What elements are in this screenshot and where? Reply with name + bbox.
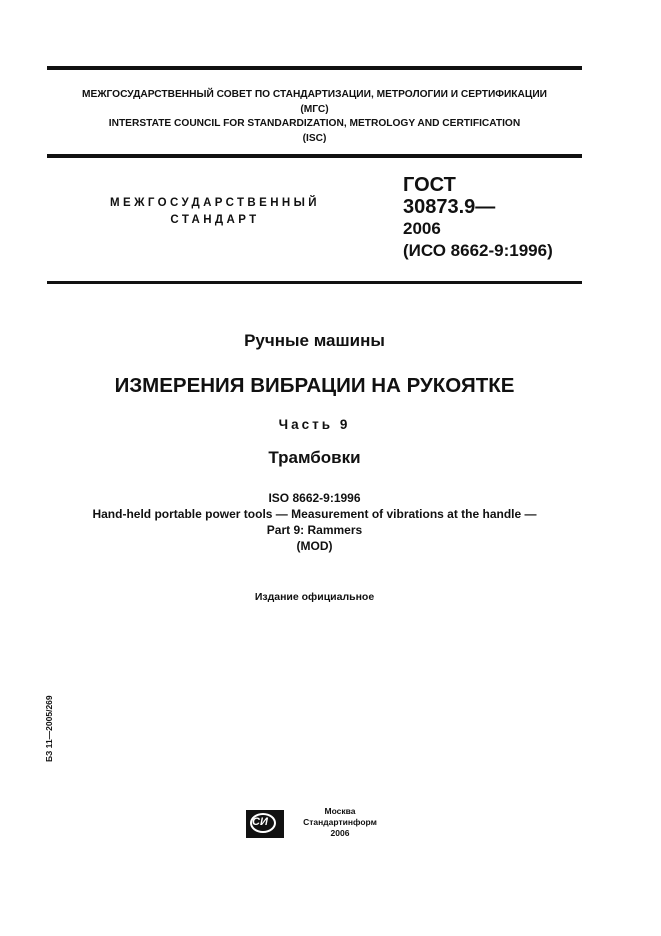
standard-type-line2: СТАНДАРТ [170, 214, 260, 226]
title-group: Ручные машины [244, 331, 385, 350]
iso-mod: (MOD) [296, 539, 333, 553]
designation-block [403, 174, 553, 262]
title-main: ИЗМЕРЕНИЯ ВИБРАЦИИ НА РУКОЯТКЕ [114, 374, 515, 397]
side-note: БЗ 11—2005/269 [44, 695, 54, 762]
standard-type-line1: МЕЖГОСУДАРСТВЕННЫЙ [110, 197, 320, 209]
iso-reference [47, 490, 582, 554]
publisher-info [293, 806, 387, 839]
designation-rule [47, 281, 582, 284]
header-rule [47, 154, 582, 158]
edition-note: Издание официальное [254, 591, 375, 603]
council-ru-name: МЕЖГОСУДАРСТВЕННЫЙ СОВЕТ ПО СТАНДАРТИЗАЦИИ, МЕТРОЛОГИИ И СЕРТИФИКАЦИИ [82, 89, 547, 100]
council-en-abbr: (ISC) [302, 132, 327, 144]
designation-number: 30873.9— [403, 196, 496, 218]
designation-prefix: ГОСТ [403, 174, 456, 196]
council-ru-abbr: (МГС) [300, 103, 329, 115]
iso-code: ISO 8662-9:1996 [268, 491, 361, 505]
iso-title-line1: Hand-held portable power tools — Measurement of vibrations at the handle — [92, 507, 537, 521]
publisher-logo-icon [246, 810, 284, 838]
council-header [47, 88, 582, 146]
publisher-name: Стандартинформ [303, 817, 377, 827]
designation-iso: (ИСО 8662-9:1996) [403, 241, 553, 260]
council-en-name: INTERSTATE COUNCIL FOR STANDARDIZATION, METROLOGY AND CERTIFICATION [108, 118, 521, 130]
publisher-year: 2006 [330, 828, 350, 838]
iso-title-line2: Part 9: Rammers [266, 523, 363, 537]
publisher-city: Москва [324, 806, 356, 816]
title-subject: Трамбовки [268, 448, 361, 467]
publisher-logo-text: СИ [252, 816, 268, 828]
designation-year: 2006 [403, 219, 441, 238]
top-rule [47, 66, 582, 70]
title-part: Часть 9 [278, 417, 351, 432]
